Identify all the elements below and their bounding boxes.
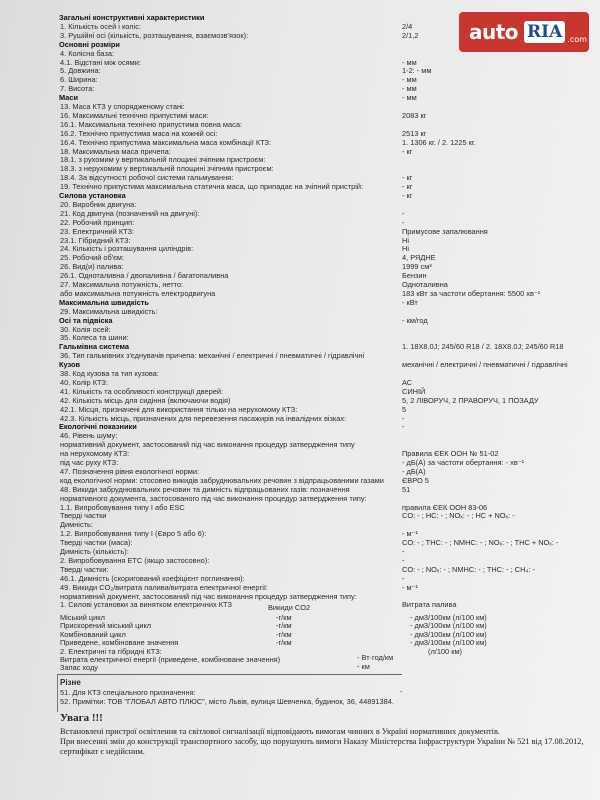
field-label: 36. Тип гальмівних з'єднувачів причепа: механічні / електричні / пневматичні / гідравлічні xyxy=(60,351,365,361)
field-label: Тверді частки: xyxy=(60,564,109,574)
field-label: 26. Вид(и) палива: xyxy=(60,262,124,272)
field-label: 21. Код двигуна (позначений на двигуні): xyxy=(60,208,200,218)
co2-row-fuel: - дм3/100км (л/100 км) xyxy=(410,621,487,631)
field-label: 30. Колія осей: xyxy=(60,324,111,334)
electric-title: 2. Електричні та гібридні КТЗ: xyxy=(60,647,162,656)
electric-value: - Вт·год/км xyxy=(357,653,394,662)
field-label: нормативний документ, застосований під час виконання процедур затвердження типу xyxy=(60,440,355,450)
section-heading: Кузов xyxy=(59,360,81,370)
divider xyxy=(57,674,402,675)
warning-line-1: Встановлені пристрої освітлення та світлової сигналізації відповідають вимогам чинних в Україні нормативних документів. xyxy=(60,727,500,736)
field-label: 48. Викиди забруднювальних речовин та димність відпрацьованих газів: позначення xyxy=(60,484,350,494)
field-label: 1. Кількість осей і коліс: xyxy=(60,21,141,31)
field-label: 27. Максимальна потужність, нетто: xyxy=(60,280,184,289)
field-label: 2. Випробовування ETC (якщо застосовно): xyxy=(60,555,210,565)
field-value: - мм xyxy=(402,93,417,103)
co2-row-label: Приведене, комбіноване значення xyxy=(60,638,179,648)
field-label: 18.1. з рухомим у вертикальній площині зчіпним пристроєм: xyxy=(60,155,266,165)
co2-row-fuel: - дм3/100км (л/100 км) xyxy=(410,629,487,639)
field-label: 40. Колір КТЗ: xyxy=(60,377,108,387)
field-label: 6. Ширина: xyxy=(60,75,98,85)
misc-52: 52. Примітки: ТОВ "ГЛОБАЛ АВТО ПЛЮС", місто Львів, вулиця Шевченка, будинок, 36, 44891384. xyxy=(60,697,394,706)
autoria-watermark xyxy=(459,12,589,52)
field-value: - xyxy=(402,547,405,556)
field-label: на нерухомому КТЗ: xyxy=(60,449,130,459)
co2-row-label: Прискорений міський цикл xyxy=(60,621,152,631)
co2-row-emission: -г/км xyxy=(276,638,292,648)
co2-row-fuel: - дм3/100км (л/100 км) xyxy=(410,638,487,648)
section-heading: Силова установка xyxy=(59,191,126,200)
field-label: нормативний документ, застосований під час виконання процедур затвердження типу: xyxy=(60,591,357,601)
field-label: або максимальна потужність електродвигуна xyxy=(60,288,216,298)
field-value: 2/4 xyxy=(402,21,413,31)
field-label: 16. Максимальні технічно припустимі маси: xyxy=(60,110,209,120)
range-value: - км xyxy=(357,662,370,671)
co2-row-emission: -г/км xyxy=(276,621,292,631)
field-label: 18.4. За відсутності робочої системи гальмування: xyxy=(60,173,234,183)
field-label: 16.2. Технічно припустима маса на кожній осі: xyxy=(60,128,218,138)
field-value: - кг xyxy=(402,146,413,156)
field-value: - xyxy=(402,208,405,218)
section-heading: Максимальна швидкість xyxy=(59,297,149,307)
field-value: - м⁻¹ xyxy=(402,582,418,592)
watermark-com: .com xyxy=(567,34,587,44)
field-label: 42. Кількість місць для сидіння (включаючи водія) xyxy=(60,395,231,405)
co2-row-label: Комбінований цикл xyxy=(60,629,126,639)
field-label: нормативного документа, застосованого під час виконання процедур затвердження типу: xyxy=(60,493,367,503)
field-label: 18. Максимальна маса причепа: xyxy=(60,146,171,156)
field-label: 29. Максимальна швидкість: xyxy=(60,306,158,316)
field-value: - дБ(А) xyxy=(402,466,426,476)
field-value: - кг xyxy=(402,191,413,200)
section-heading: Осі та підвіска xyxy=(59,315,113,325)
field-label: 23.1. Гібридний КТЗ: xyxy=(60,235,131,245)
field-value: CO: - ; HC: - ; NOₓ: - ; HC + NOₓ: - xyxy=(402,511,515,521)
misc-title: Різне xyxy=(60,678,81,687)
field-label: Тверді частки (маса): xyxy=(60,538,133,548)
field-value: 1. 1306 кг. / 2. 1225 кг. xyxy=(402,137,476,147)
field-label: 47. Позначення рівня екологічної норми: xyxy=(60,466,200,476)
field-value: 2083 кг xyxy=(402,110,427,120)
electric-label: Витрата електричної енергії (приведене, комбіноване значення) xyxy=(60,655,281,664)
divider-vertical xyxy=(57,674,58,712)
field-label: 13. Маса КТЗ у спорядженому стані: xyxy=(60,102,185,111)
field-value: CO: - ; THC: - ; NMHC: - ; NOₓ: - ; THC + NOₓ: - xyxy=(402,538,559,548)
field-label: 49. Викиди CO₂/витрата палива/витрата електричної енергії: xyxy=(60,582,268,592)
field-value: 5 xyxy=(402,404,407,414)
co2-emission-header: Викиди CO2 xyxy=(268,603,311,612)
field-value: 1999 см³ xyxy=(402,262,432,272)
field-label: 38. Код кузова та тип кузова: xyxy=(60,369,159,378)
field-value: - дБ(А) за частоти обертання: - хв⁻¹ xyxy=(402,458,525,467)
field-label: Димність: xyxy=(60,520,93,530)
section-heading: Маси xyxy=(59,93,79,103)
field-label: 1. Силові установки за винятком електричних КТЗ xyxy=(60,600,232,610)
field-label: 20. Виробник двигуна: xyxy=(60,199,137,209)
field-value: Бензин xyxy=(402,271,427,281)
co2-fuel-unit: (л/100 км) xyxy=(428,646,462,656)
range-label: Запас ходу xyxy=(60,663,99,672)
field-value: - xyxy=(402,217,405,227)
field-label: 42.3. Кількість місць, призначених для перевезення пасажирів на інвалідних візках: xyxy=(60,413,347,423)
field-label: 41. Кількість та особливості конструкції дверей: xyxy=(60,386,224,396)
field-label: 16.4. Технічно припустима максимальна маса комбінації КТЗ: xyxy=(60,137,272,147)
field-value: правила ЄЕК ООН 83-06 xyxy=(402,502,488,512)
field-label: 5. Довжина: xyxy=(60,66,101,76)
section-heading: Загальні конструктивні характеристики xyxy=(59,13,205,22)
field-label: 4. Колісна база: xyxy=(60,48,115,58)
co2-row-emission: -г/км xyxy=(276,629,292,639)
section-heading: Екологічні показники xyxy=(59,422,137,432)
co2-row-fuel: - дм3/100км (л/100 км) xyxy=(410,613,487,622)
field-label: 1.1. Випробовування типу I або ESC xyxy=(60,502,185,512)
field-value: Витрата палива xyxy=(402,600,457,610)
field-label: 7. Висота: xyxy=(60,84,95,94)
field-label: 1.2. Випробовування типу I (Євро 5 або 6): xyxy=(60,529,207,539)
field-label: 46.1. Димність (скоригований коефіцієнт поглинання): xyxy=(60,573,245,583)
field-label: код екологічної норми: стосовно викидів забруднювальних речовин з відпрацьованими газами xyxy=(60,475,384,485)
field-value: - xyxy=(402,422,405,432)
field-value: 1-2: - мм xyxy=(402,66,432,76)
field-label: 18.3. з нерухомим у вертикальній площині зчіпним пристроєм: xyxy=(60,164,274,174)
field-label: 23. Електричний КТЗ: xyxy=(60,226,135,236)
co2-row-emission: -г/км xyxy=(276,613,292,622)
co2-row-label: Міський цикл xyxy=(60,613,105,622)
field-value: 183 кВт за частоти обертання: 5500 хв⁻¹ xyxy=(402,288,541,298)
field-value: 51 xyxy=(402,484,411,494)
field-value: CO: - ; NOₓ: - ; NMHC: - ; THC: - ; CH₄: - xyxy=(402,564,535,574)
field-value: Ні xyxy=(402,235,409,245)
field-label: 24. Кількість і розташування циліндрів: xyxy=(60,244,194,254)
field-value: 5, 2 ЛІВОРУЧ, 2 ПРАВОРУЧ, 1 ПОЗАДУ xyxy=(402,395,539,405)
field-label: 22. Робочий принцип: xyxy=(60,217,135,227)
field-value: - мм xyxy=(402,75,417,85)
field-value: ЄВРО 5 xyxy=(402,475,429,485)
field-label: 42.1. Місця, призначені для використання тільки на нерухомому КТЗ: xyxy=(60,404,298,414)
field-label: Тверді частки xyxy=(60,511,107,521)
field-value: Правила ЄЕК ООН № 51-02 xyxy=(402,449,499,459)
field-value: Ні xyxy=(402,244,409,254)
misc-51: 51. Для КТЗ спеціального призначення: xyxy=(60,688,196,697)
field-label: 4.1. Відстані між осями: xyxy=(60,57,141,67)
field-label: під час руху КТЗ: xyxy=(60,458,119,467)
field-value: - xyxy=(402,555,405,565)
field-value: 1. 18X8.0J; 245/60 R18 / 2. 18X8.0J; 245/60 R18 xyxy=(402,342,564,352)
section-heading: Гальмівна система xyxy=(59,342,130,352)
field-value: 2513 кг xyxy=(402,128,427,138)
section-heading: Основні розміри xyxy=(59,39,120,49)
field-label: 16.1. Максимальна технічно припустима повна маса: xyxy=(60,119,242,129)
warning-line-3: сертифікат є недійсним. xyxy=(60,747,145,756)
field-label: 3. Рушійні осі (кількість, розташування, взаємозв'язок): xyxy=(60,30,249,40)
field-value: - xyxy=(402,413,405,423)
watermark-auto: auto xyxy=(469,20,519,44)
field-value: АС xyxy=(402,377,413,387)
field-label: 25. Робочий об'єм: xyxy=(60,253,125,263)
field-value: - кВт xyxy=(402,297,418,307)
field-value: - кг xyxy=(402,182,413,192)
field-value: Одноталивна xyxy=(402,280,448,289)
field-value: - км/год xyxy=(402,315,428,325)
field-value: - мм xyxy=(402,84,417,94)
field-label: 46. Рівень шуму: xyxy=(60,431,118,441)
field-value: - xyxy=(402,573,405,583)
field-label: 19. Технічно припустима максимальна статична маса, що припадає на зчіпний пристрій: xyxy=(60,182,364,192)
field-value: 4, РЯДНЕ xyxy=(402,253,436,263)
field-value: 2/1,2 xyxy=(402,30,419,40)
field-value: - м⁻¹ xyxy=(402,529,418,539)
field-value: механічні / електричні / пневматичні / гідравлічні xyxy=(402,360,568,370)
watermark-ria: RIA xyxy=(524,21,565,43)
field-label: 26.1. Одноталивна / двопаливна / багатопаливна xyxy=(60,271,229,281)
field-value: - мм xyxy=(402,57,417,67)
field-label: 35. Колеса та шини: xyxy=(60,333,129,343)
misc-51-value: - xyxy=(400,687,403,696)
warning-title: Увага !!! xyxy=(60,712,103,724)
field-label: Димність (кількість): xyxy=(60,547,129,556)
field-value: - кг xyxy=(402,173,413,183)
field-value: Примусове запалювання xyxy=(402,226,488,236)
warning-line-2: При внесенні змін до конструкції транспортного засобу, що порушують вимоги Наказу Міністерства Інфраструктури України № 521 від 17.08.2012, xyxy=(60,737,584,746)
field-value: СИНІЙ xyxy=(402,386,426,396)
